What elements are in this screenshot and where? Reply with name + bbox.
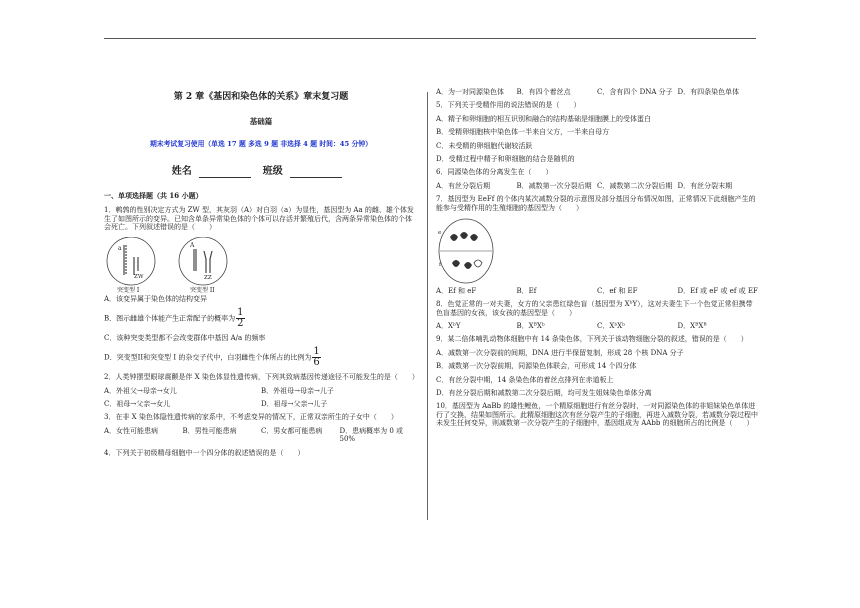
option-d[interactable]: D．XᴮXᴮ [677, 322, 707, 331]
option-c[interactable]: C．该种突变类型都不会改变群体中基因 A/a 的频率 [104, 333, 266, 342]
fraction [312, 347, 320, 368]
question-7 [436, 195, 758, 295]
option-b[interactable]: B．受精卵细胞核中染色体一半来自父方，一半来自母方 [436, 128, 610, 137]
question-8 [436, 300, 758, 330]
name-label: 姓名 [171, 165, 192, 177]
dividing-cell [438, 219, 493, 283]
option-c[interactable]: C．有丝分裂中期，14 条染色体的着丝点排列在赤道板上 [436, 375, 614, 384]
option-b-text: B．图示雌雄个体能产生正常配子的概率为 [104, 314, 236, 323]
option-d[interactable]: D．有丝分裂末期 [677, 181, 733, 190]
option-a[interactable]: A．为一对同源染色体 [436, 88, 505, 96]
question-6 [436, 168, 758, 190]
question-stem: 4．下列关于初级精母细胞中一个四分体的叙述错误的是（ ） [104, 448, 305, 457]
option-a[interactable]: A．该变异属于染色体的结构变异 [104, 294, 208, 303]
question-3 [104, 413, 418, 443]
options-row [436, 287, 758, 295]
question-4 [104, 449, 418, 457]
options-row [436, 88, 758, 96]
page-subtitle: 基础篇 [249, 116, 273, 126]
option-c[interactable]: C．祖母→父亲→女儿 [104, 400, 171, 409]
option-d[interactable]: D．有四条染色单体 [677, 88, 740, 96]
question-9 [436, 335, 758, 397]
page-title: 第 2 章《基因和染色体的关系》章末复习题 [173, 92, 349, 102]
question-stem: 10．基因型为 AaBb 的雄性鲤鱼，一个精原细胞进行有丝分裂时，一对同源染色体的非姐妹染色单体进行了交换，结果如图所示。此精原细胞这次有丝分裂产生的子细胞，再进入减数分裂，若减数分裂过程中未发生任何变异，则减数第一次分裂产生的子细胞中，基因组成为 AAbb 的细胞所占的比例是（ ） [436, 402, 758, 428]
option-a[interactable]: A．XᵇY [436, 322, 461, 331]
options-row [436, 322, 758, 330]
options-row [436, 182, 758, 190]
fraction-numerator: 1 [237, 306, 244, 318]
question-stem: 2．人类钟摆型眼球震颤是伴 X 染色体显性遗传病，下列其致病基因传递途径不可能发生的是（ ） [104, 373, 419, 382]
option-d[interactable]: D．患病概率为 0 或 50% [339, 426, 404, 444]
fraction-numerator: 1 [313, 346, 320, 358]
gene-label-a: a [118, 244, 122, 252]
option-d[interactable]: D．祖母→父亲→儿子 [261, 400, 328, 409]
option-c[interactable]: C．减数第二次分裂后期 [597, 181, 673, 190]
class-field[interactable] [290, 168, 342, 178]
option-a[interactable]: A．精子和卵细胞的相互识别和融合的结构基础是细胞膜上的受体蛋白 [436, 114, 652, 123]
cell-mutant-2 [179, 237, 227, 293]
exam-notice: 期末考试复习使用（单选 17 题 多选 9 题 非选择 4 题 时间：45 分钟） [150, 139, 372, 148]
cell-mutant-1 [107, 237, 155, 293]
option-a[interactable]: A．有丝分裂后期 [436, 181, 491, 190]
left-column [104, 88, 418, 462]
name-class-row [104, 166, 418, 178]
options-row [104, 427, 418, 444]
option-c[interactable]: C．未受精的卵细胞代谢较活跃 [436, 141, 533, 150]
header-rule [104, 38, 756, 39]
gene-label-e: e [438, 229, 442, 236]
section-heading: 一、单项选择题（共 16 小题） [104, 190, 203, 200]
option-a[interactable]: A．女性可能患病 [104, 426, 159, 435]
chrom-label-zz: ZZ [204, 274, 212, 281]
option-a[interactable]: A．减数第一次分裂前的间期，DNA 进行半保留复制，形成 28 个核 DNA 分子 [436, 348, 684, 357]
question-stem: 3．在非 X 染色体隐性遗传病的家系中，不考虑变异的情况下，正常双亲所生的子女中（ ） [104, 413, 398, 422]
mutant-2-caption: 突变型 II [190, 286, 215, 293]
column-divider [427, 92, 428, 520]
question-1 [104, 206, 418, 368]
option-a[interactable]: A．外祖父→母亲→女儿 [104, 386, 177, 395]
chromosome-figure [104, 237, 418, 291]
question-stem: 5．下列关于受精作用的说法错误的是（ ） [436, 101, 581, 110]
question-stem: 1．鹌鹑的性别决定方式为 ZW 型，其灰羽（A）对白羽（a）为显性，基因型为 Aa 的雌、雄个体发生了如图所示的变异。已知含单条异常染色体的个体可以存活并繁殖后代，含两条异常染色体的个体会死亡。下列叙述错误的是（ ） [104, 206, 414, 232]
question-5 [436, 101, 758, 163]
option-b[interactable] [104, 308, 418, 329]
question-2 [104, 373, 418, 408]
option-c[interactable]: C．男女都可能患病 [261, 426, 323, 435]
option-b[interactable]: B．男性可能患病 [182, 426, 237, 435]
option-d[interactable]: D．Ef 或 eF 或 ef 或 EF [677, 286, 758, 295]
option-a[interactable]: A．Ef 和 eF [436, 286, 477, 295]
question-10 [436, 402, 758, 427]
option-d[interactable]: D．有丝分裂后期和减数第二次分裂后期，均可发生姐妹染色单体分离 [436, 389, 652, 398]
options-row [104, 400, 418, 408]
question-stem: 6．同源染色体的分离发生在（ ） [436, 168, 553, 177]
option-c[interactable]: C．含有四个 DNA 分子 [597, 88, 673, 96]
fraction-denominator: 2 [237, 317, 244, 329]
option-d-text: D．突变型II和突变型 I 的杂交子代中，白羽雌性个体所占的比例为 [104, 353, 312, 362]
gene-label-f: f [439, 261, 442, 268]
fraction-denominator: 6 [313, 357, 320, 369]
mutant-1-caption: 突变型 I [117, 286, 140, 293]
option-d[interactable] [104, 347, 418, 368]
question-stem: 8．色觉正常的一对夫妻，女方的父亲患红绿色盲（基因型为 XᵇY），这对夫妻生下一个色觉正常但携带色盲基因的女孩，该女孩的基因型是（ ） [436, 300, 753, 317]
option-b[interactable]: B．有四个着丝点 [516, 88, 571, 96]
meiosis-figure [436, 217, 758, 285]
gene-label-A: A [190, 241, 195, 249]
option-b[interactable]: B．XᴮXᵇ [516, 322, 545, 331]
option-c[interactable]: C．ef 和 EF [597, 286, 638, 295]
option-c[interactable]: C．XᵇXᵇ [597, 322, 625, 331]
options-row [104, 387, 418, 395]
option-b[interactable]: B．外祖母→母亲→儿子 [261, 386, 334, 395]
option-d[interactable]: D．受精过程中精子和卵细胞的结合是随机的 [436, 154, 575, 163]
option-b[interactable]: B．减数第一次分裂后期 [516, 181, 592, 190]
option-b[interactable]: B．Ef [516, 286, 537, 295]
option-b[interactable]: B．减数第一次分裂前期，同源染色体联会，可形成 14 个四分体 [436, 362, 637, 371]
class-label: 班级 [262, 165, 283, 177]
fraction [236, 308, 244, 329]
name-field[interactable] [199, 168, 251, 178]
question-stem: 9．某二倍体哺乳动物体细胞中有 14 条染色体，下列关于该动物细胞分裂的叙述，错误的是（ ） [436, 335, 748, 344]
chrom-label-zw: ZW [134, 273, 144, 280]
right-column [436, 88, 758, 433]
question-stem: 7．基因型为 EeFf 的个体内某次减数分裂的示意图及部分基因分布情况如图，正常情况下此细胞产生的能参与受精作用的生殖细胞的基因型为（ ） [436, 195, 756, 212]
